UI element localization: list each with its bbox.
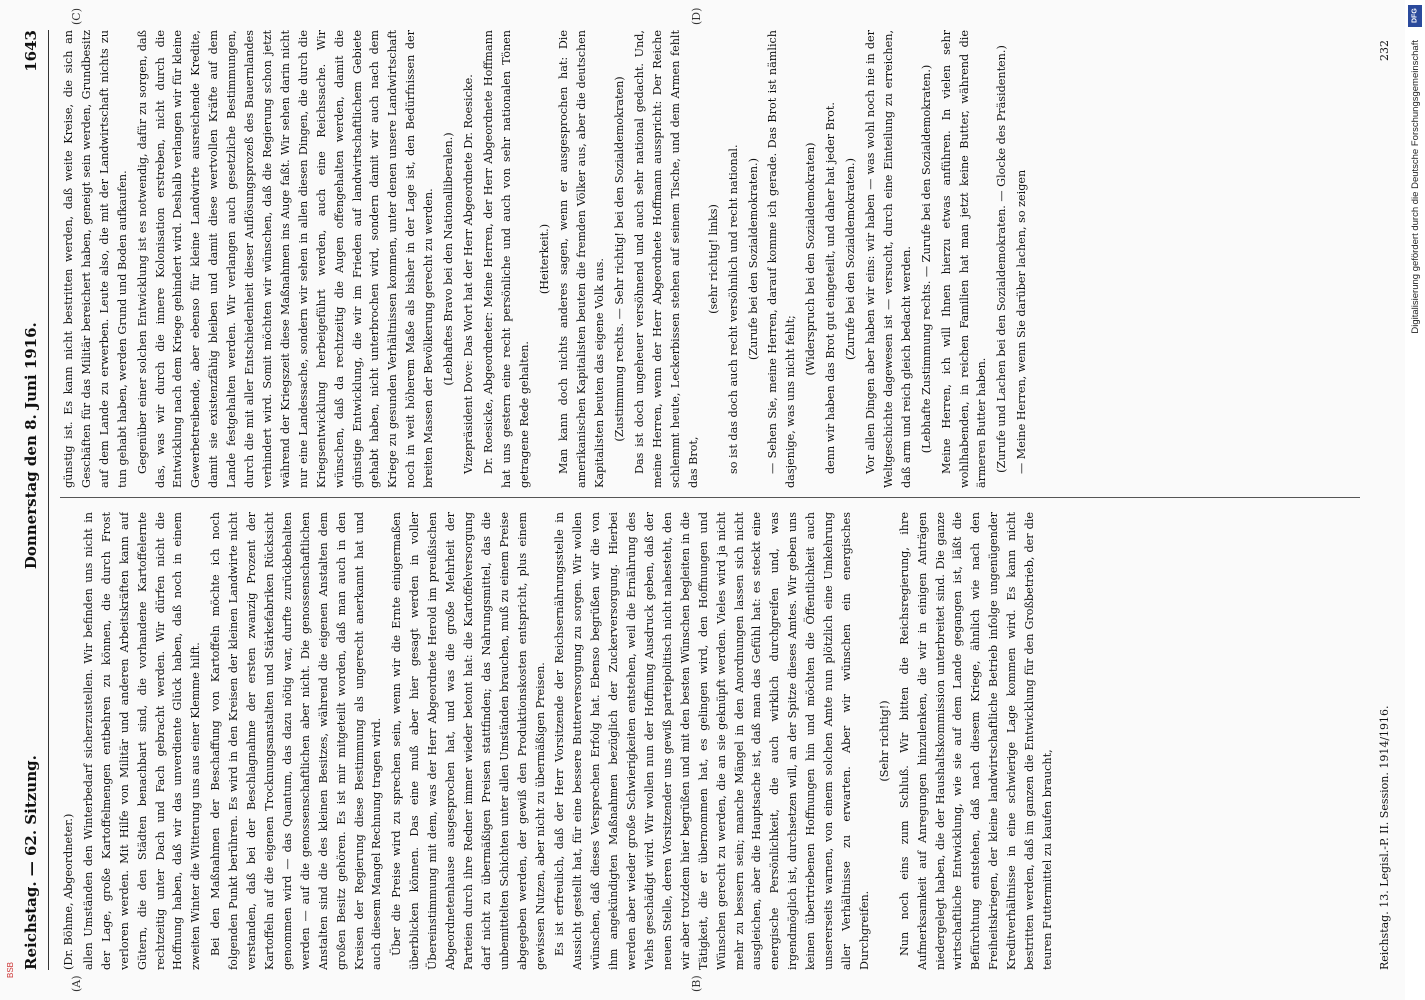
interjection: (Widerspruch bei den Sozialdemokraten) — [804, 142, 818, 376]
paragraph: Dr. Roesicke, Abgeordneter: Meine Herren, der Herr Abgeordnete Hoffmann hat uns gestern eine recht persönliche und auch von sehr nationalen Tönen getragene Rede gehalten. — [481, 30, 531, 488]
paragraph: — Meine Herren, wenn Sie darüber lachen, so zeigen — [1015, 169, 1029, 474]
paragraph: allen Umständen den Winterbedarf sicherzustellen. Wir befinden uns nicht in der Lage, große Kartoffelmengen entbehren zu können, die durch Frost verloren werden. Mit Hilfe von Militär und anderen Arbeitskräften kann auf Gütern, die den Städten benachbart sind, die vorhandene Kartoffelernte rechtzeitig unter Dach und Fach gebracht werden. Wir dürfen nicht die Hoffnung haben, daß wir das unverdiente Glück haben, daß noch in einem zweiten Winter die Witterung uns aus einer Klemme hilft. — [81, 512, 203, 970]
header-left: Reichstag. — 62. Sitzung. — [22, 755, 40, 970]
paragraph: Gegenüber einer solchen Entwicklung ist es notwendig, dafür zu sorgen, daß das, was wir durch die innere Kolonisation erstreben, nicht durch die Entwicklung nach dem Kriege gehindert wird. Deshalb verlangen wir für kleine Gewerbetreibende, aber ebenso für kleine Landwirte ausreichende Kredite, damit sie existenzfähig bleiben und damit diese wertvollen Kräfte auf dem Lande festgehalten werden. Wir verlangen auch gesetzliche Bestimmungen, durch die mit aller Entschiedenheit dieser Auflösungsprozeß des Bauernlandes verhindert wird. Somit möchten wir wünschen, daß die Regierung schon jetzt während der Kriegszeit diese Maßnahmen ins Auge faßt. Wir sehen darin nicht nur eine Landessache, sondern wir sehen in allen diesen Dingen, die durch die Kriegsentwicklung herbeigeführt werden, auch eine Reichssache. Wir wünschen, daß da rechtzeitig die Augen offengehalten werden, damit die günstige Entwicklung, die wir im Frieden auf landwirtschaftlichem Gebiete gehabt haben, nicht unterbrochen wird, sondern damit wir auch nach dem Kriege zu gesunden Verhältnissen kommen, unter denen unsere Landwirtschaft noch in weit höherem Maße als bisher in der Lage ist, den Bedürfnissen der breiten Massen der Bevölkerung gerecht zu werden. — [135, 30, 436, 488]
speaker-label: (Dr. Böhme, Abgeordneter.) — [62, 813, 75, 970]
interjection: (Heiterkeit.) — [537, 223, 551, 295]
bsb-corner-mark: BSB — [6, 961, 15, 978]
interjection: (Zurufe bei den Sozialdemokraten.) — [746, 158, 760, 360]
paragraph: Vizepräsident Dove: Das Wort hat der Herr Abgeordnete Dr. Roesicke. — [461, 74, 475, 474]
page-header — [18, 30, 49, 970]
interjection: (Zurufe bei den Sozialdemokraten.) — [844, 158, 858, 360]
margin-marker-d: (D) — [690, 7, 703, 25]
page-footer: Reichstag. 13. Legisl.-P. II. Session. 1914/1916. — [1378, 705, 1391, 970]
page-code: 232 — [1378, 40, 1391, 61]
header-right — [22, 30, 40, 569]
interjection: (Zustimmung rechts. — Sehr richtig! bei den Sozialdemokraten) — [613, 76, 627, 442]
header-date: Donnerstag den 8. Juni 1916. — [22, 322, 40, 570]
digitization-sidebar — [1406, 0, 1425, 1000]
paragraph: Über die Preise wird zu sprechen sein, wenn wir die Ernte einigermaßen überblicken können. Das eine muß aber hier gesagt werden in voller Übereinstimmung mit dem, was der Herr Abgeordnete Herold im preußischen Abgeordnetenhause ausgesprochen hat, und was die große Mehrheit der Parteien durch ihre Redner immer wieder betont hat: die Kartoffelversorgung darf nicht zu übermäßigen Preisen stattfinden; das Nahrungsmittel, das die unbemittelten Schichten unter allen Umständen brauchen, muß zu einem Preise abgegeben werden, der gewiß den Produktionskosten entspricht, plus einem gewissen Nutzen, aber nicht zu übermäßigen Preisen. — [390, 512, 547, 970]
paragraph: Es ist erfreulich, daß der Herr Vorsitzende der Reichsernährungsstelle in Aussicht gestellt hat, für eine bessere Butterversorgung zu sorgen. Wir wollen wünschen, daß dieses Versprechen Erfolg hat. Ebenso begrüßen wir die von ihm angekündigten Maßnahmen bezüglich der Zuckerversorgung. Hierbei werden aber wieder große Schwierigkeiten entstehen, weil die Ernährung des Viehs geschädigt wird. Wir wollen nun der Hoffnung Ausdruck geben, daß der neuen Stelle, deren Vorsitzender uns gewiß parteipolitisch nicht nahesteht, den wir aber trotzdem hier begrüßen und mit den besten Wünschen begleiten in die Tätigkeit, die er übernommen hat, es gelingen wird, den Hoffnungen und Wünschen gerecht zu werden, die an sie geknüpft werden. Vieles wird ja nicht mehr zu bessern sein; manche Mängel in den Anordnungen lassen sich nicht ausgleichen, aber die Hauptsache ist, daß man das Gefühl hat: es steckt eine energische Persönlichkeit, die auch wirklich durchgreifen und, was irgendmöglich ist, durchsetzen will, an der Spitze dieses Amtes. Wir geben uns keinen übertriebenen Hoffnungen hin und möchten die Öffentlichkeit auch unsererseits warnen, von einem solchen Amte nun plötzlich eine Umkehrung aller Verhältnisse zu erwarten. Aber wir wünschen ein energisches Durchgreifen. — [553, 512, 871, 970]
column-divider — [60, 497, 1360, 498]
interjection: (Zurufe und Lachen bei den Sozialdemokraten. — Glocke des Präsidenten.) — [995, 45, 1009, 473]
funding-credit: Digitalisierung gefördert durch die Deutsche Forschungsgemeinschaft — [1410, 40, 1421, 334]
interjection: (sehr richtig! links) — [706, 204, 720, 314]
paragraph: Nun noch eins zum Schluß. Wir bitten die Reichsregierung, ihre Aufmerksamkeit auf Anregungen hinzulenken, die wir in einigen Anträgen niedergelegt haben, die der Haushaltskommission unterbreitet sind. Die ganze wirtschaftliche Entwicklung, wie sie auf dem Lande gegangen ist, läßt die Befürchtung entstehen, daß nach diesem Kriege, ähnlich wie nach den Freiheitskriegen, der kleine landwirtschaftliche Betrieb infolge ungenügender Kreditverhältnisse in eine schwierige Lage kommen wird. Es kann nicht bestritten werden, daß im ganzen die Entwicklung für den Großbetrieb, der die teuren Futtermittel zu kaufen braucht, — [897, 512, 1054, 970]
paragraph: Man kann doch nichts anderes sagen, wenn er ausgesprochen hat: Die amerikanischen Kapitalisten beuten die fremden Völker aus, aber die deutschen Kapitalisten beuten das eigene Volk aus. — [557, 30, 607, 488]
paragraph: Bei den Maßnahmen der Beschaffung von Kartoffeln möchte ich noch folgenden Punkt berühren. Es wird in den Kreisen der kleinen Landwirte nicht verstanden, daß bei der Beschlagnahme der ersten zwanzig Prozent der Kartoffeln auf die eigenen Trocknungsanstalten und Stärkefabriken Rücksicht genommen wird — das Quantum, das dazu nötig war, durfte zurückbehalten werden — auf die genossenschaftlichen aber nicht. Die genossenschaftlichen Anstalten sind die des kleinen Besitzes, während die eigenen Anstalten dem großen Besitz gehören. Es ist mir mitgeteilt worden, daß man auch in den Kreisen der Regierung diese Bestimmung als ungerecht anerkannt hat und auch diesem Mangel Rechnung tragen wird. — [209, 512, 384, 970]
paragraph: Das ist doch ungeheuer versöhnend und auch sehr national gedacht. Und, meine Herren, wenn der Herr Abgeordnete Hoffmann ausspricht: Der Reiche schlemmt heute, Leckerbissen stehen auf seinem Tische, und dem Armen fehlt das Brot, — [633, 30, 700, 488]
paragraph: Vor allen Dingen aber haben wir eins: wir haben — was wohl noch nie in der Weltgeschichte dagewesen ist — versucht, durch eine Einteilung zu erreichen, daß arm und reich gleich bedacht werden. — [863, 30, 913, 488]
dfg-logo-icon: DFG — [1408, 5, 1422, 27]
page-number: 1643 — [22, 30, 40, 72]
margin-marker-c: (C) — [70, 8, 83, 25]
interjection: (Sehr richtig!) — [877, 700, 891, 782]
left-column — [60, 512, 1380, 970]
interjection: (Lebhafte Zustimmung rechts. — Zurufe bei den Sozialdemokraten.) — [919, 64, 933, 454]
interjection: (Lebhaftes Bravo bei den Nationalliberalen.) — [442, 132, 456, 386]
margin-marker-b: (B) — [690, 975, 703, 992]
right-column — [60, 30, 1380, 488]
margin-marker-a: (A) — [70, 975, 83, 992]
paragraph: — Sehen Sie, meine Herren, darauf komme ich gerade. Das Brot ist nämlich dasjenige, was uns nicht fehlt; — [766, 30, 798, 488]
paragraph: denn wir haben das Brot gut eingeteilt, und daher hat jeder Brot. — [824, 102, 838, 474]
paragraph: so ist das doch auch recht versöhnlich und recht national. — [726, 144, 740, 474]
paragraph: Meine Herren, ich will Ihnen hierzu etwas anführen. In vielen sehr wohlhabenden, in reichen Familien hat man jetzt keine Butter, während die ärmeren Butter haben. — [939, 30, 989, 488]
paragraph: günstig ist. Es kann nicht bestritten werden, daß weite Kreise, die sich an Geschäften für das Militär bereichert haben, geneigt sein werden, Grundbesitz auf dem Lande zu erwerben. Leute also, die mit der Landwirtschaft nichts zu tun gehabt haben, werden Grund und Boden aufkaufen. — [62, 30, 129, 488]
